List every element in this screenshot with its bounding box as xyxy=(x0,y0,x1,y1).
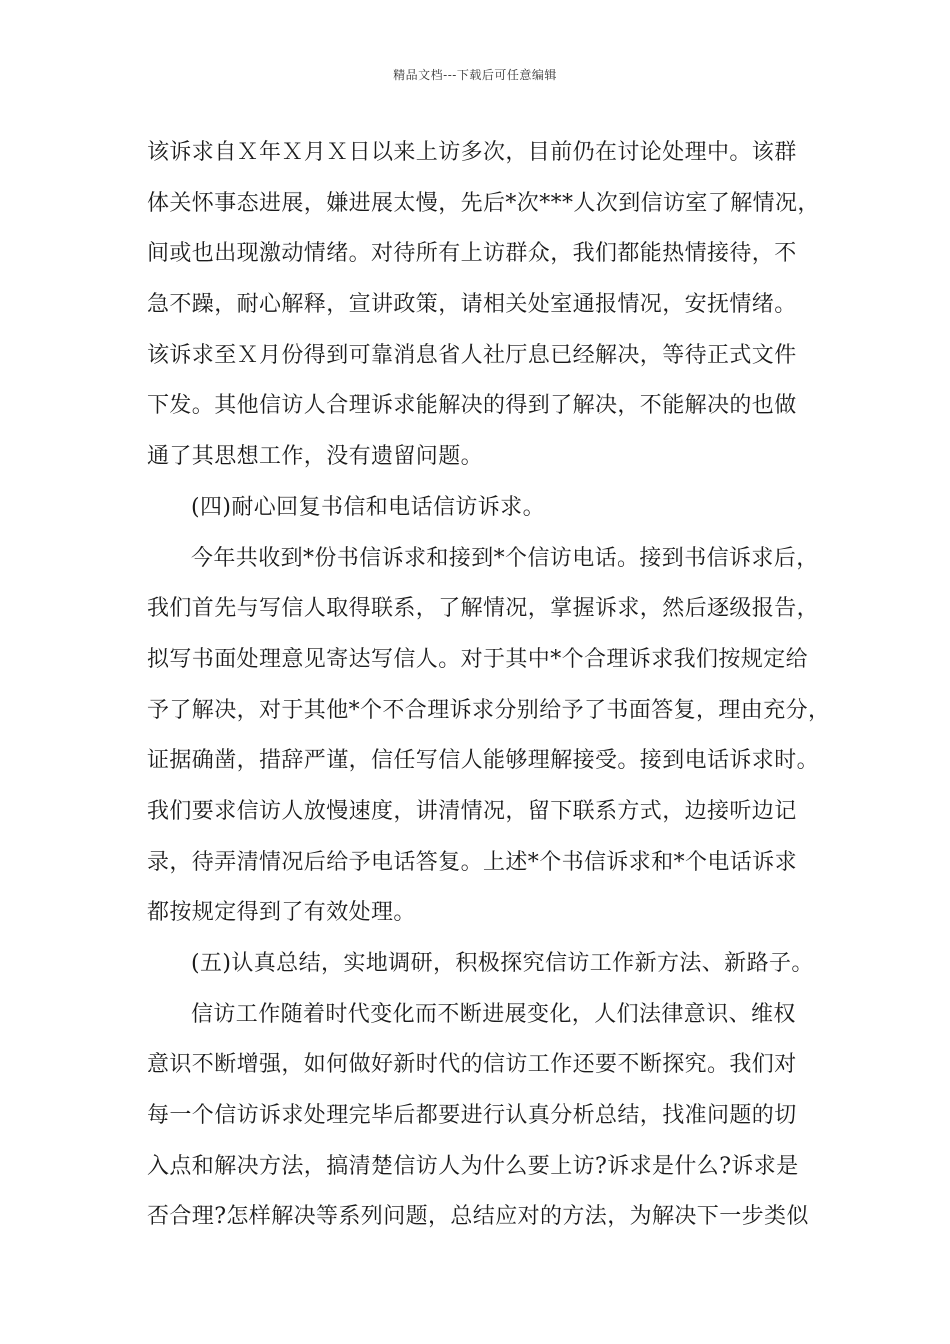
text-line: 急不躁，耐心解释，宣讲政策，请相关处室通报情况，安抚情绪。 xyxy=(147,292,797,318)
section-heading: (五)认真总结，实地调研，积极探究信访工作新方法、新路子。 xyxy=(191,951,814,976)
document-body xyxy=(147,128,831,1243)
paragraph-start-line: 信访工作随着时代变化而不断进展变化，人们法律意识、维权 xyxy=(191,1001,796,1027)
text-line: 该诉求至Ｘ月份得到可靠消息省人社厅息已经解决，等待正式文件 xyxy=(147,342,797,368)
text-line: 每一个信访诉求处理完毕后都要进行认真分析总结，找准问题的切 xyxy=(147,1103,797,1129)
text-line: 间或也出现激动情绪。对待所有上访群众，我们都能热情接待，不 xyxy=(147,241,797,267)
paragraph-start-line: 今年共收到*份书信诉求和接到*个信访电话。接到书信诉求后， xyxy=(191,545,819,571)
page-header: 精品文档---下载后可任意编辑 xyxy=(393,68,557,82)
text-line: 否合理?怎样解决等系列问题，总结应对的方法，为解决下一步类似 xyxy=(147,1204,809,1230)
text-line: 该诉求自Ｘ年Ｘ月Ｘ日以来上访多次，目前仍在讨论处理中。该群 xyxy=(147,140,797,165)
text-line: 都按规定得到了有效处理。 xyxy=(147,900,416,926)
text-line: 入点和解决方法，搞清楚信访人为什么要上访?诉求是什么?诉求是 xyxy=(147,1153,799,1179)
text-line: 意识不断增强，如何做好新时代的信访工作还要不断探究。我们对 xyxy=(147,1052,797,1078)
text-line: 拟写书面处理意见寄达写信人。对于其中*个合理诉求我们按规定给 xyxy=(147,646,809,672)
text-line: 予了解决，对于其他*个不合理诉求分别给予了书面答复，理由充分， xyxy=(147,697,831,723)
section-heading: (四)耐心回复书信和电话信访诉求。 xyxy=(191,494,545,520)
text-line: 通了其思想工作，没有遗留问题。 xyxy=(147,444,484,470)
text-line: 证据确凿，措辞严谨，信任写信人能够理解接受。接到电话诉求时。 xyxy=(147,748,820,774)
text-line: 我们要求信访人放慢速度，讲清情况，留下联系方式，边接听边记 xyxy=(147,798,797,824)
text-line: 下发。其他信访人合理诉求能解决的得到了解决，不能解决的也做 xyxy=(147,393,797,419)
text-line: 我们首先与写信人取得联系，了解情况，掌握诉求，然后逐级报告， xyxy=(147,596,820,622)
text-line: 体关怀事态进展，嫌进展太慢，先后*次***人次到信访室了解情况， xyxy=(147,190,820,216)
text-line: 录，待弄清情况后给予电话答复。上述*个书信诉求和*个电话诉求 xyxy=(147,849,798,875)
